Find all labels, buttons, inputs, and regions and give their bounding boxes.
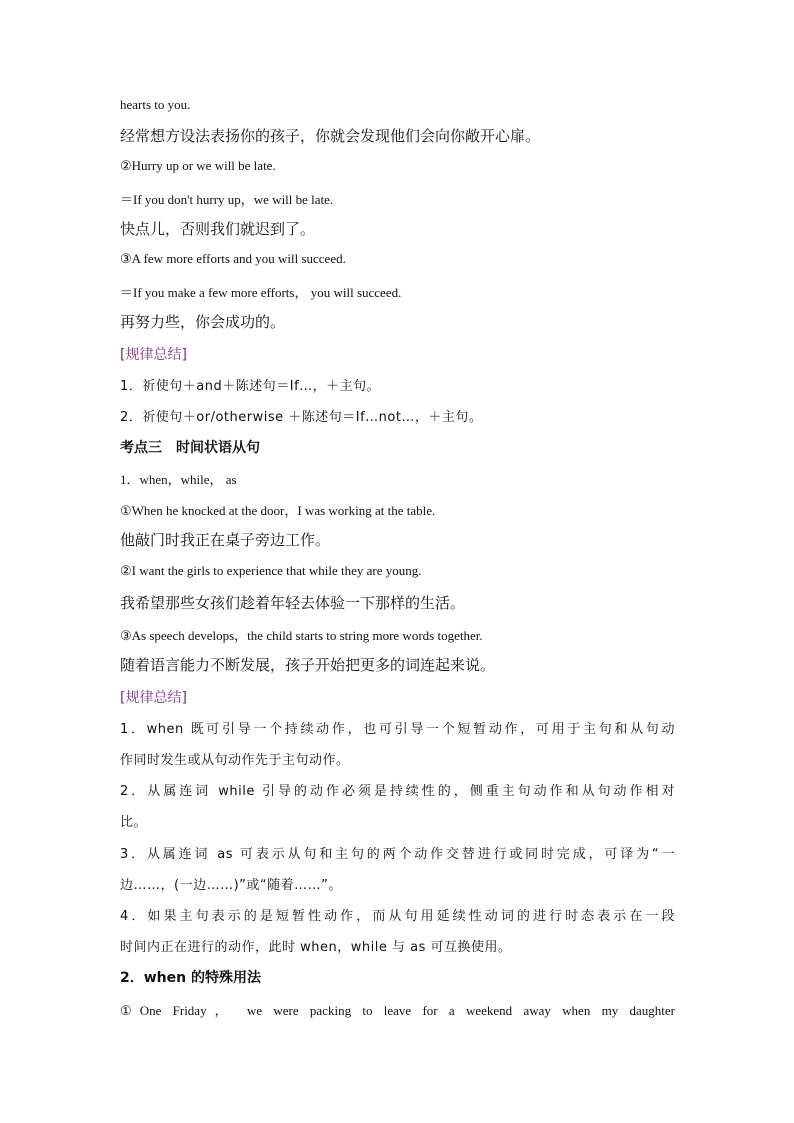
text-line: ＝If you make a few more efforts， you will succeed. bbox=[120, 285, 402, 300]
text-line: ①One Friday， we were packing to leave for a weekend away when my daughter bbox=[120, 1003, 675, 1018]
rule-item: 作同时发生或从句动作先于主句动作。 bbox=[120, 753, 350, 768]
text-line: 快点儿，否则我们就迟到了。 bbox=[120, 220, 316, 238]
topic-heading: 2．when 的特殊用法 bbox=[120, 970, 261, 986]
section-heading: [规律总结] bbox=[120, 347, 187, 363]
text-line: ①When he knocked at the door，I was working at the table. bbox=[120, 503, 436, 518]
text-line: 1．when，while， as bbox=[120, 472, 237, 487]
text-line: 随着语言能力不断发展，孩子开始把更多的词连起来说。 bbox=[120, 656, 496, 674]
text-line: ③A few more efforts and you will succeed. bbox=[120, 251, 346, 266]
rule-item: 3．从属连词 as 可表示从句和主句的两个动作交替进行或同时完成，可译为“一 bbox=[120, 847, 675, 862]
text-line: 他敲门时我正在桌子旁边工作。 bbox=[120, 531, 331, 549]
text-line: ＝If you don't hurry up，we will be late. bbox=[120, 192, 334, 207]
section-heading: [规律总结] bbox=[120, 690, 187, 706]
text-line: ②Hurry up or we will be late. bbox=[120, 158, 276, 173]
rule-item: 1．祈使句＋and＋陈述句＝If…，＋主句。 bbox=[120, 379, 381, 394]
text-line: ②I want the girls to experience that while they are young. bbox=[120, 563, 422, 578]
rule-item: 1．when 既可引导一个持续动作，也可引导一个短暂动作，可用于主句和从句动 bbox=[120, 722, 675, 737]
rule-item: 比。 bbox=[120, 815, 148, 830]
text-line: 我希望那些女孩们趁着年轻去体验一下那样的生活。 bbox=[120, 594, 466, 612]
rule-item: 4．如果主句表示的是短暂性动作，而从句用延续性动词的进行时态表示在一段 bbox=[120, 909, 675, 924]
text-line: 经常想方设法表扬你的孩子，你就会发现他们会向你敞开心扉。 bbox=[120, 127, 541, 145]
rule-item: 2．从属连词 while 引导的动作必须是持续性的，侧重主句动作和从句动作相对 bbox=[120, 784, 675, 799]
rule-item: 时间内正在进行的动作，此时 when，while 与 as 可互换使用。 bbox=[120, 940, 512, 955]
text-line: hearts to you. bbox=[120, 97, 191, 112]
topic-heading: 考点三 时间状语从句 bbox=[120, 440, 260, 456]
text-line: 再努力些，你会成功的。 bbox=[120, 313, 286, 331]
text-line: ③As speech develops，the child starts to string more words together. bbox=[120, 628, 483, 643]
rule-item: 边……，(一边……)”或“随着……”。 bbox=[120, 878, 342, 893]
rule-item: 2．祈使句＋or/otherwise ＋陈述句＝If…not…，＋主句。 bbox=[120, 410, 483, 425]
